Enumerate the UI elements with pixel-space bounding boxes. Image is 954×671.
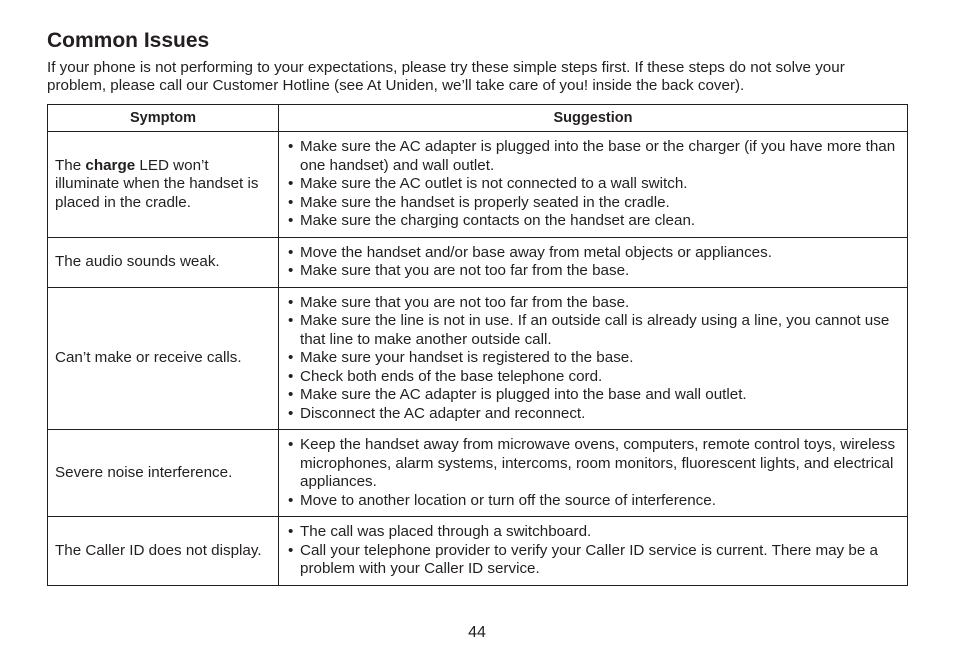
suggestion-cell	[279, 132, 908, 238]
bullet-icon: •	[288, 523, 294, 540]
suggestion-text: Make sure that you are not too far from the base.	[300, 293, 630, 311]
suggestion-item	[288, 194, 901, 213]
suggestion-text: Move the handset and/or base away from metal objects or appliances.	[300, 243, 772, 261]
suggestion-text: Make sure your handset is registered to the base.	[300, 349, 634, 366]
symptom-text: Severe noise interference.	[55, 463, 233, 481]
suggestion-item	[288, 492, 901, 511]
table-row	[48, 237, 908, 287]
page-content	[47, 28, 908, 586]
suggestion-text: Check both ends of the base telephone cord.	[300, 367, 603, 385]
symptom-cell	[48, 430, 279, 517]
suggestion-text: Make sure the AC adapter is plugged into the base or the charger (if you have more than one handset) and wall outlet.	[300, 138, 896, 174]
bullet-icon: •	[288, 349, 294, 366]
suggestion-cell	[279, 430, 908, 517]
suggestion-cell	[279, 237, 908, 287]
suggestion-text: The call was placed through a switchboard.	[300, 523, 592, 540]
bullet-icon: •	[288, 212, 294, 229]
suggestion-text: Move to another location or turn off the source of interference.	[300, 491, 716, 509]
suggestion-cell	[279, 517, 908, 586]
bullet-icon: •	[288, 386, 294, 403]
symptom-cell	[48, 517, 279, 586]
suggestion-item	[288, 368, 901, 387]
suggestion-text: Make sure the AC adapter is plugged into the base and wall outlet.	[300, 386, 747, 403]
suggestion-list	[288, 294, 901, 424]
bullet-icon: •	[288, 541, 294, 559]
symptom-text: The audio sounds weak.	[55, 252, 220, 270]
suggestion-list	[288, 138, 901, 231]
suggestion-item	[288, 386, 901, 405]
table-row	[48, 517, 908, 586]
bullet-icon: •	[288, 193, 294, 211]
suggestion-text: Keep the handset away from microwave ovens, computers, remote control toys, wireless microphones, alarm systems, intercoms, room monitors, fluorescent lights, and electrical appliances.	[300, 436, 896, 490]
suggestion-item	[288, 262, 901, 281]
bullet-icon: •	[288, 312, 294, 329]
suggestion-item	[288, 244, 901, 263]
symptom-cell	[48, 237, 279, 287]
suggestion-item	[288, 542, 901, 579]
suggestion-item	[288, 523, 901, 542]
table-row	[48, 287, 908, 430]
symptom-header: Symptom	[48, 105, 279, 132]
suggestion-text: Call your telephone provider to verify your Caller ID service is current. There may be a problem with your Caller ID service.	[300, 541, 878, 577]
bullet-icon: •	[288, 293, 294, 311]
symptom-text: The	[55, 156, 86, 174]
suggestion-item	[288, 405, 901, 424]
troubleshooting-table	[47, 104, 908, 586]
bullet-icon: •	[288, 243, 294, 261]
symptom-cell	[48, 287, 279, 430]
suggestion-item	[288, 349, 901, 368]
suggestion-text: Make sure that you are not too far from the base.	[300, 262, 630, 279]
suggestion-item	[288, 175, 901, 194]
suggestion-cell	[279, 287, 908, 430]
bullet-icon: •	[288, 367, 294, 385]
table-header-row	[48, 105, 908, 132]
bullet-icon: •	[288, 436, 294, 453]
suggestion-text: Make sure the handset is properly seated in the cradle.	[300, 193, 670, 211]
bullet-icon: •	[288, 175, 294, 192]
suggestion-list	[288, 244, 901, 281]
bullet-icon: •	[288, 491, 294, 509]
page-title: Common Issues	[47, 29, 210, 52]
suggestion-item	[288, 212, 901, 231]
bullet-icon: •	[288, 262, 294, 279]
suggestion-header: Suggestion	[279, 105, 908, 132]
suggestion-list	[288, 523, 901, 579]
symptom-text: Can’t make or receive calls.	[55, 349, 242, 366]
suggestion-text: Make sure the line is not in use. If an outside call is already using a line, you cannot use that line to make another outside call.	[300, 312, 890, 348]
table-row	[48, 430, 908, 517]
suggestion-text: Make sure the AC outlet is not connected to a wall switch.	[300, 175, 688, 192]
suggestion-text: Disconnect the AC adapter and reconnect.	[300, 404, 586, 422]
bullet-icon: •	[288, 138, 294, 155]
symptom-text: The Caller ID does not display.	[55, 541, 262, 559]
suggestion-item	[288, 436, 901, 492]
table-row	[48, 132, 908, 238]
symptom-text: LED won’t illuminate when the handset is placed in the cradle.	[55, 156, 259, 211]
symptom-cell	[48, 132, 279, 238]
page-number: 44	[468, 624, 486, 641]
suggestion-item	[288, 294, 901, 313]
suggestion-item	[288, 138, 901, 175]
intro-paragraph: If your phone is not performing to your expectations, please try these simple steps first. If these steps do not solve your problem, please call our Customer Hotline (see At Uniden, we’ll take care of you! inside the back cover).	[47, 59, 845, 94]
symptom-emphasis: charge	[85, 156, 136, 174]
suggestion-item	[288, 312, 901, 349]
table-body	[48, 132, 908, 586]
suggestion-list	[288, 436, 901, 510]
bullet-icon: •	[288, 404, 294, 422]
suggestion-text: Make sure the charging contacts on the handset are clean.	[300, 212, 696, 229]
